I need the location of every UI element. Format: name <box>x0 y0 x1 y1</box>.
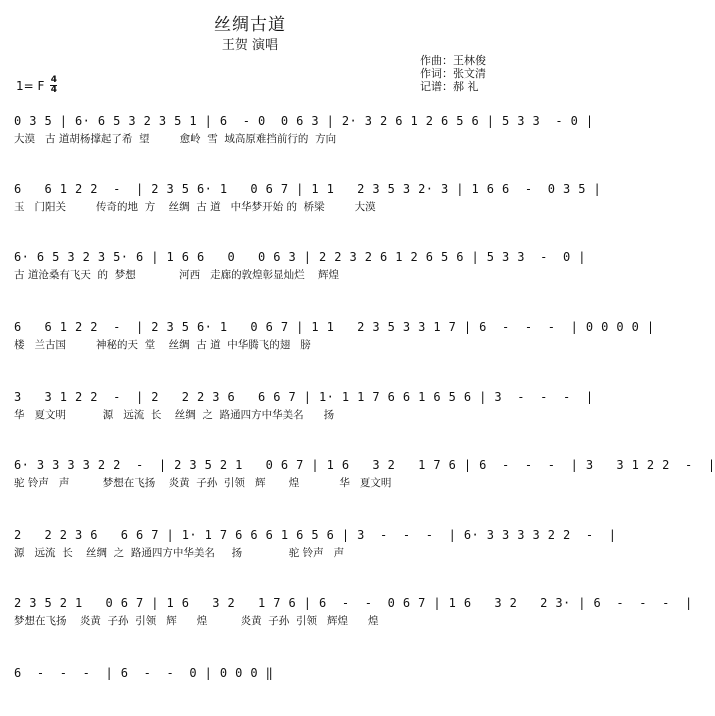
score-system-6 <box>14 456 715 490</box>
lyric-line: 源 远流 长 丝绸 之 路通四方中华美名 扬 驼 铃声 声 <box>14 547 345 559</box>
score-system-1 <box>14 112 594 146</box>
time-signature <box>50 76 57 95</box>
lyric-line: 大漠 古 道胡杨撑起了希 望 愈岭 雪 域高原难挡前行的 方向 <box>14 133 337 145</box>
score-system-7 <box>14 526 617 560</box>
time-signature-top: 4 <box>50 75 58 85</box>
key-label: 1= F <box>16 78 45 93</box>
score-system-4 <box>14 318 655 352</box>
notation-credit: 记谱：郝 礼 <box>420 80 479 93</box>
performer-line: 王贺 演唱 <box>221 38 279 53</box>
notation-line: 2 2 2 3 6 6 6 7 | 1· 1 7 6 6 6 1 6 5 6 | 3 - - - | 6· 3 3 3 3 2 2 - | <box>14 528 617 542</box>
lyric-line: 梦想在飞扬 炎黄 子孙 引领 辉 煌 炎黄 子孙 引领 辉煌 煌 <box>14 615 379 627</box>
credits-block <box>420 54 486 93</box>
lyric-line: 驼 铃声 声 梦想在飞扬 炎黄 子孙 引领 辉 煌 华 夏文明 <box>14 477 392 489</box>
notation-line: 6· 3 3 3 3 2 2 - | 2 3 5 2 1 0 6 7 | 1 6 3 2 1 7 6 | 6 - - - | 3 3 1 2 2 - | <box>14 458 715 472</box>
notation-line: 3 3 1 2 2 - | 2 2 2 3 6 6 6 7 | 1· 1 1 7 6 6 1 6 5 6 | 3 - - - | <box>14 390 594 404</box>
notation-line: 6 6 1 2 2 - | 2 3 5 6· 1 0 6 7 | 1 1 2 3 5 3 2· 3 | 1 6 6 - 0 3 5 | <box>14 182 602 196</box>
notation-line: 2 3 5 2 1 0 6 7 | 1 6 3 2 1 7 6 | 6 - - 0 6 7 | 1 6 3 2 2 3· | 6 - - - | <box>14 596 693 610</box>
score-system-8 <box>14 594 693 628</box>
composer-credit: 作曲：王林俊 <box>420 54 486 67</box>
lyric-line: 华 夏文明 源 远流 长 丝绸 之 路通四方中华美名 扬 <box>14 409 335 421</box>
song-title: 丝绸古道 <box>214 15 286 35</box>
score-system-5 <box>14 388 594 422</box>
lyric-line: 古 道沧桑有飞天 的 梦想 河西 走廊的敦煌彰显灿烂 辉煌 <box>14 269 339 281</box>
notation-line: 6 - - - | 6 - - 0 | 0 0 0 ‖ <box>14 666 274 680</box>
notation-line: 6 6 1 2 2 - | 2 3 5 6· 1 0 6 7 | 1 1 2 3 5 3 3 1 7 | 6 - - - | 0 0 0 0 | <box>14 320 655 334</box>
score-system-9 <box>14 664 488 682</box>
key-signature <box>16 76 57 95</box>
time-signature-bottom: 4 <box>50 85 58 95</box>
notation-line: 6· 6 5 3 2 3 5· 6 | 1 6 6 0 0 6 3 | 2 2 3 2 6 1 2 6 5 6 | 5 3 3 - 0 | <box>14 250 586 264</box>
score-system-2 <box>14 180 602 214</box>
lyric-line: 玉 门阳关 传奇的地 方 丝绸 古 道 中华梦开始 的 桥梁 大漠 <box>14 201 376 213</box>
lyric-line: 楼 兰古国 神秘的天 堂 丝绸 古 道 中华腾飞的翅 膀 <box>14 339 311 351</box>
score-system-3 <box>14 248 586 282</box>
notation-line: 0 3 5 | 6· 6 5 3 2 3 5 1 | 6 - 0 0 6 3 | 2· 3 2 6 1 2 6 5 6 | 5 3 3 - 0 | <box>14 114 594 128</box>
lyricist-credit: 作词：张文清 <box>420 67 486 80</box>
